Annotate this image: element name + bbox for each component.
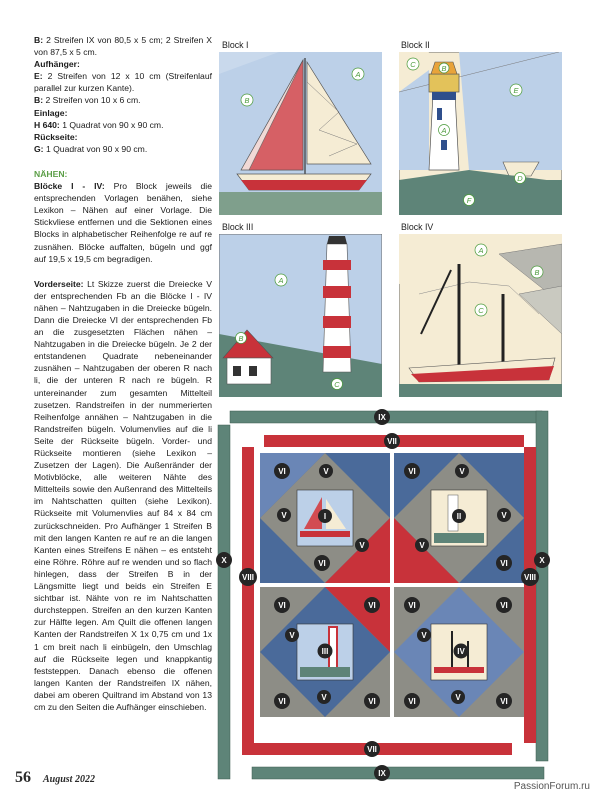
pill-ix-top bbox=[374, 409, 390, 425]
pill-vi-2b bbox=[496, 555, 512, 571]
strip-b2-text: 2 Streifen von 10 x 6 cm. bbox=[45, 95, 141, 106]
pill-v-2b bbox=[497, 508, 511, 522]
aufhaenger-title: Aufhänger: bbox=[34, 59, 80, 70]
label-b bbox=[236, 333, 247, 344]
strip-b-key: B: bbox=[34, 35, 44, 45]
svg-text:V: V bbox=[359, 541, 365, 550]
svg-text:VI: VI bbox=[500, 559, 508, 568]
strip-b-text: 2 Streifen IX von 80,5 x 5 cm; 2 Streifen X von 87,5 x 5 cm. bbox=[34, 35, 212, 58]
g-key: G: bbox=[34, 143, 44, 154]
svg-text:X: X bbox=[221, 556, 227, 565]
einlage-title: Einlage: bbox=[34, 107, 68, 118]
strip-e-key: E: bbox=[34, 71, 43, 82]
pill-vi-4c bbox=[404, 693, 420, 709]
svg-text:V: V bbox=[421, 631, 427, 640]
vorderseite-text: Lt Skizze zuerst die Dreiecke V der entsprechenden Fb an die Blöcke I - IV nähen – Nahtzugaben in die Dreiecke bügeln. Dann die Dreiecke VI der entsprechenden Fb an die zusgesetzten Flächen nähen – Nahtzugaben in die Dreiecke bügeln. Je 2 der entstandenen Quadrate nebeneinander zusnähen – Nahtzugaben der oberen R nach li, die der unteren R nach re bügeln. R untereinander zum gesamten Mittelteil zusetzen. Randstreifen in der nummerierten Reihenfolge annähen – Nahtzugaben in die Randstreifen bügeln. Volumenvlies auf die li Seite der Rückseite bügeln. Vorder- und Rückseite montieren (siehe Lexikon – Zusetzen der Lagen). Die Außenränder der Motivblöcke, alle weiteren Nähte des Mittelteils sowie den Außenrand des Mittelteils im Nahtschatten quilten (siehe Lexikon). Rückseite mit Volumenvlies auf 84 x 84 cm zurückschneiden. Pro Aufhänger 1 Streifen B mit den langen Kanten re auf re an die langen Kanten eines Streifens E nähen – es entsteht eine Röhre. Röhre auf re wenden und so flach hinlegen, dass der Streifen B in der Längsmitte liegt und beids ein Streifen E sichtbar ist. Nähte von re im Nahtschatten durchsteppen. Streifen an den kurzen Kanten zur Hälfte legen. Am Quilt die offenen langen Kanten der Randstreifen X 1x 0,75 cm und 1x 1 cm breit nach li einbügeln, den Umschlag auf die Rückseite legen und knappkantig feststeppen. Danach ebenso die offenen langen Kanten der Randstreifen IX nähen, dabei am oberen Quiltrand im Abstand von 13 cm zu den Seiten die Aufhänger einschieben. bbox=[34, 278, 213, 712]
g-text: 1 Quadrat von 90 x 90 cm. bbox=[45, 143, 148, 154]
pill-v-1b bbox=[277, 508, 291, 522]
svg-text:F: F bbox=[466, 196, 472, 205]
svg-text:I: I bbox=[323, 512, 327, 521]
svg-text:VI: VI bbox=[500, 697, 508, 706]
block-1-sailboat bbox=[219, 52, 382, 215]
pill-vii-top bbox=[384, 433, 400, 449]
pill-v-3a bbox=[285, 628, 299, 642]
rueckseite-title: Rückseite: bbox=[34, 131, 78, 142]
pill-v-4b bbox=[451, 690, 465, 704]
label-a bbox=[275, 274, 287, 286]
svg-text:III: III bbox=[321, 647, 329, 656]
pill-viii-left bbox=[239, 568, 257, 586]
block-4-ship bbox=[399, 234, 562, 397]
h640-key: H 640: bbox=[34, 119, 60, 130]
svg-text:VI: VI bbox=[278, 467, 286, 476]
svg-text:IV: IV bbox=[457, 647, 465, 656]
svg-text:V: V bbox=[501, 511, 507, 520]
svg-text:B: B bbox=[238, 334, 244, 343]
pill-vi-4a bbox=[404, 597, 420, 613]
vorderseite-key: Vorderseite: bbox=[34, 278, 84, 289]
block-3-title: Block III bbox=[222, 222, 254, 232]
block-4-title: Block IV bbox=[401, 222, 434, 232]
pill-iv bbox=[454, 644, 469, 659]
strip-b-line bbox=[34, 34, 212, 58]
pill-vi-3c bbox=[274, 693, 290, 709]
pill-vi-4d bbox=[496, 693, 512, 709]
strip-b2-line bbox=[34, 94, 212, 106]
svg-text:V: V bbox=[321, 693, 327, 702]
label-e bbox=[510, 84, 522, 96]
block-2-lighthouse bbox=[399, 52, 562, 215]
label-a bbox=[439, 125, 450, 136]
strip-viii-left bbox=[242, 447, 254, 743]
svg-text:VI: VI bbox=[408, 697, 416, 706]
pill-iii bbox=[318, 644, 333, 659]
label-b bbox=[241, 94, 253, 106]
strip-ix-bottom bbox=[252, 767, 544, 779]
label-a bbox=[475, 244, 487, 256]
label-a bbox=[352, 68, 364, 80]
svg-text:C: C bbox=[334, 380, 340, 389]
svg-text:VI: VI bbox=[408, 601, 416, 610]
pill-ix-bottom bbox=[374, 765, 390, 781]
pill-v-3b bbox=[317, 690, 331, 704]
svg-text:V: V bbox=[323, 467, 329, 476]
svg-text:A: A bbox=[441, 126, 447, 135]
naehen-heading bbox=[34, 168, 212, 180]
pill-x-right bbox=[534, 552, 550, 568]
svg-text:VI: VI bbox=[368, 601, 376, 610]
watermark: PassionForum.ru bbox=[513, 781, 590, 792]
aufhaenger-heading bbox=[34, 58, 212, 70]
svg-text:VIII: VIII bbox=[241, 573, 255, 582]
quilt-assembly-diagram bbox=[212, 405, 552, 785]
svg-text:VII: VII bbox=[387, 437, 397, 446]
svg-text:VII: VII bbox=[367, 745, 377, 754]
strip-x-left bbox=[218, 425, 230, 779]
svg-text:X: X bbox=[539, 556, 545, 565]
issue-label: August 2022 bbox=[43, 774, 95, 785]
svg-text:V: V bbox=[455, 693, 461, 702]
pill-vi-1b bbox=[314, 555, 330, 571]
pill-vii-bottom bbox=[364, 741, 380, 757]
strip-e-text: 2 Streifen von 12 x 10 cm (Streifenlauf parallel zur kurzen Kante). bbox=[34, 71, 213, 94]
svg-text:A: A bbox=[478, 246, 484, 255]
pill-ii bbox=[452, 509, 466, 523]
label-f bbox=[464, 195, 475, 206]
h640-line bbox=[34, 119, 212, 131]
rueckseite-heading bbox=[34, 131, 212, 143]
g-line bbox=[34, 143, 212, 155]
h640-text: 1 Quadrat von 90 x 90 cm. bbox=[62, 119, 164, 130]
block-2-title: Block II bbox=[401, 40, 430, 50]
svg-text:B: B bbox=[441, 64, 447, 73]
bloecke-paragraph bbox=[34, 180, 212, 265]
pill-vi-1a bbox=[274, 463, 290, 479]
svg-text:C: C bbox=[410, 60, 416, 69]
instructions-column bbox=[34, 34, 212, 713]
pill-vi-3b bbox=[364, 597, 380, 613]
label-c bbox=[475, 304, 487, 316]
svg-text:A: A bbox=[278, 276, 284, 285]
pill-v-4a bbox=[417, 628, 431, 642]
einlage-heading bbox=[34, 107, 212, 119]
page-number: 56 bbox=[15, 769, 31, 786]
strip-viii-right bbox=[524, 447, 536, 743]
pill-v-1c bbox=[355, 538, 369, 552]
svg-text:VI: VI bbox=[368, 697, 376, 706]
svg-text:A: A bbox=[355, 70, 361, 79]
vorderseite-paragraph bbox=[34, 278, 212, 713]
svg-text:B: B bbox=[534, 268, 540, 277]
naehen-title: NÄHEN: bbox=[34, 168, 68, 179]
svg-text:E: E bbox=[513, 86, 519, 95]
label-b bbox=[531, 266, 543, 278]
svg-text:II: II bbox=[456, 512, 462, 521]
pill-v-1a bbox=[319, 464, 333, 478]
pill-vi-3d bbox=[364, 693, 380, 709]
svg-text:VI: VI bbox=[278, 601, 286, 610]
pill-i bbox=[318, 509, 332, 523]
pill-vi-3a bbox=[274, 597, 290, 613]
pill-v-2a bbox=[455, 464, 469, 478]
strip-x-right bbox=[536, 411, 548, 761]
svg-text:VI: VI bbox=[408, 467, 416, 476]
svg-text:V: V bbox=[459, 467, 465, 476]
svg-text:V: V bbox=[289, 631, 295, 640]
svg-text:VIII: VIII bbox=[523, 573, 537, 582]
pill-vi-4b bbox=[496, 597, 512, 613]
svg-text:C: C bbox=[478, 306, 484, 315]
bloecke-key: Blöcke I - IV: bbox=[34, 181, 105, 192]
strip-b2-key: B: bbox=[34, 95, 44, 106]
block-3-lighthouse bbox=[219, 234, 382, 397]
label-c bbox=[407, 58, 419, 70]
svg-text:VI: VI bbox=[500, 601, 508, 610]
svg-text:D: D bbox=[517, 174, 523, 183]
page-footer bbox=[15, 769, 95, 787]
svg-text:VI: VI bbox=[278, 697, 286, 706]
pill-vi-2a bbox=[404, 463, 420, 479]
bloecke-text: Pro Block jeweils die entsprechenden Vorlagen benähen, siehe Lexikon – Nähen auf einer Vorlage. Die Stickvliese entfernen und die Sektionen eines Blocks in alphabetischer Reihenfolge re auf re zusnähen. Blöcke auffalten, bügeln und ggf auf 19,5 x 19,5 cm begradigen. bbox=[34, 181, 212, 264]
svg-text:B: B bbox=[244, 96, 250, 105]
strip-e-line bbox=[34, 70, 212, 94]
label-b bbox=[439, 63, 449, 73]
pill-x-left bbox=[216, 552, 232, 568]
svg-text:IX: IX bbox=[378, 413, 386, 422]
block-1-title: Block I bbox=[222, 40, 249, 50]
label-c bbox=[332, 379, 343, 390]
pill-v-2c bbox=[415, 538, 429, 552]
label-d bbox=[515, 173, 526, 184]
svg-text:IX: IX bbox=[378, 769, 386, 778]
pill-viii-right bbox=[521, 568, 539, 586]
svg-text:VI: VI bbox=[318, 559, 326, 568]
svg-text:V: V bbox=[281, 511, 287, 520]
svg-text:V: V bbox=[419, 541, 425, 550]
